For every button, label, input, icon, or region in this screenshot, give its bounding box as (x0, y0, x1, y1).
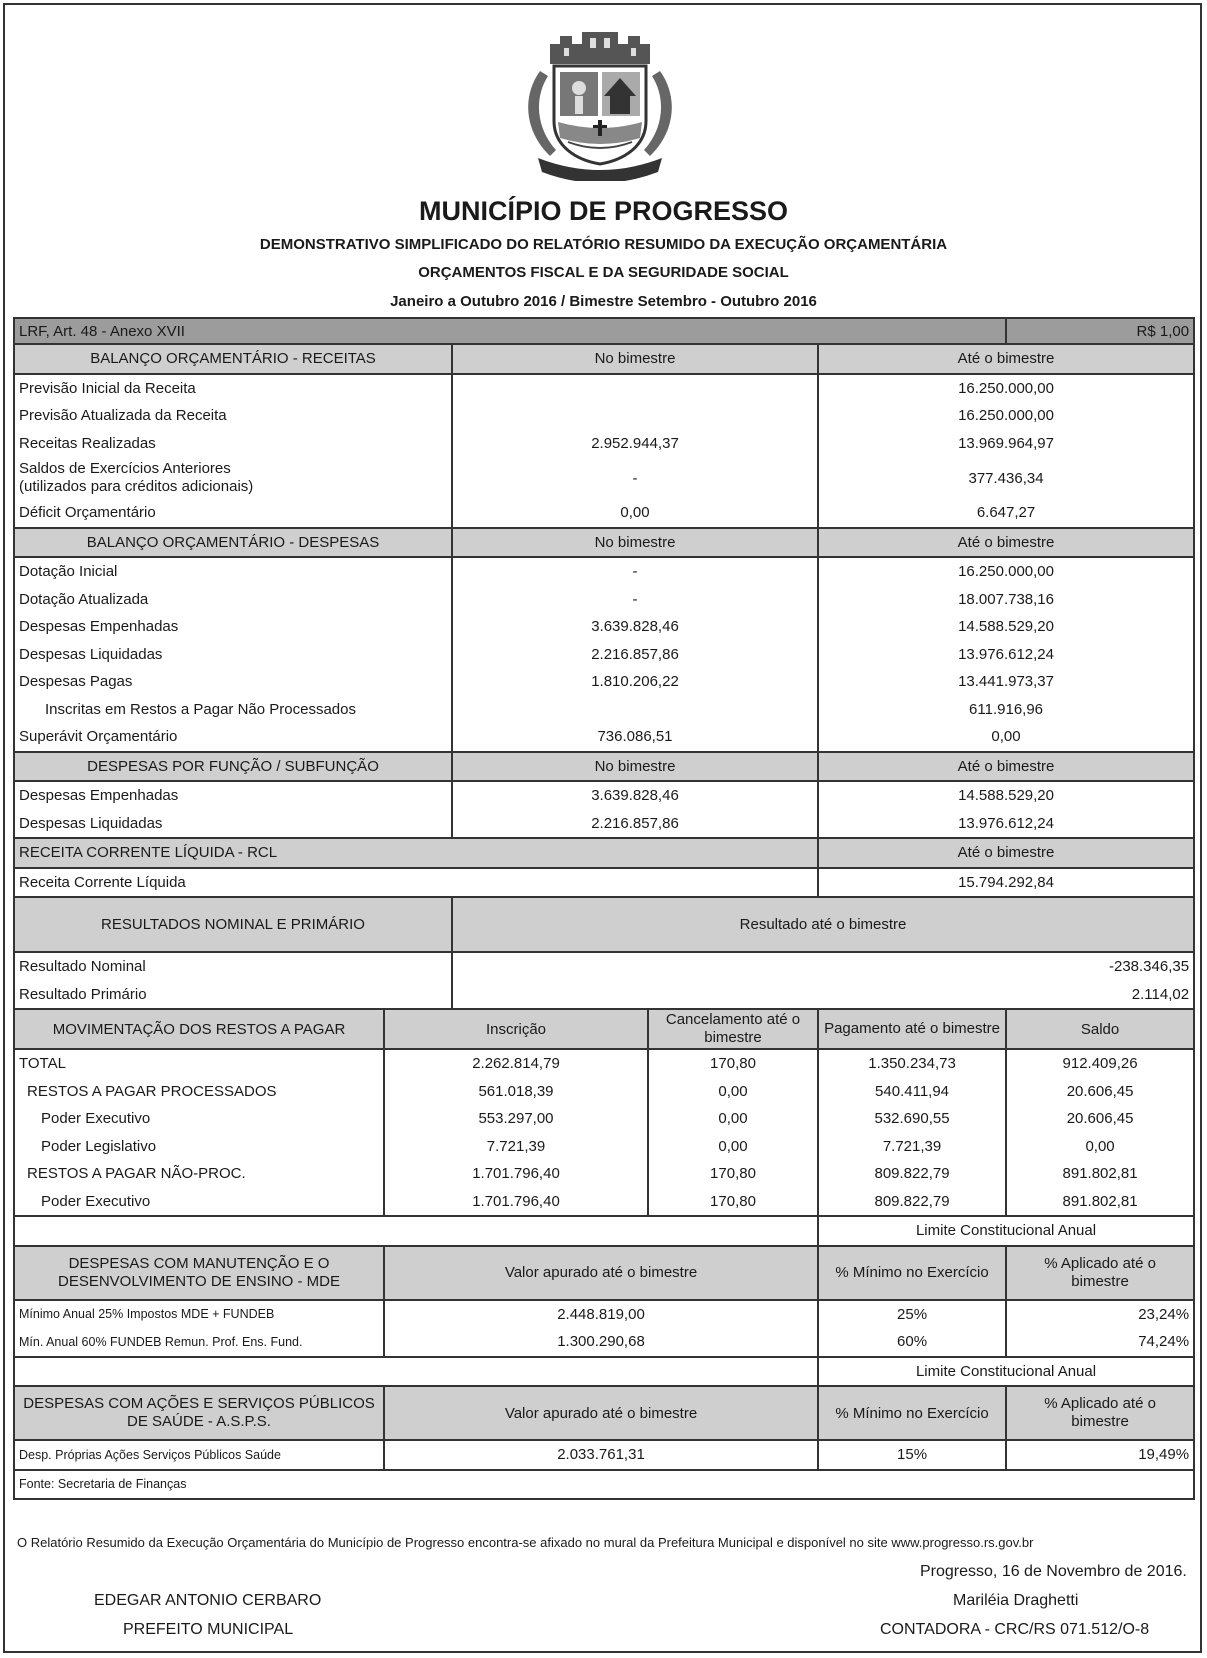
row-value-pagamento: 7.721,39 (818, 1133, 1006, 1161)
row-value-minimo: 25% (818, 1300, 1006, 1329)
rcl-header (14, 838, 1194, 868)
table-row (14, 952, 1194, 981)
table-row (14, 457, 1194, 499)
row-value-saldo: 891.802,81 (1006, 1188, 1194, 1217)
mde-col-aplicado-line2: bimestre (1071, 1272, 1129, 1290)
row-value-ate: 13.441.973,37 (818, 668, 1194, 696)
mde-header (14, 1246, 1194, 1300)
row-label: Despesas Liquidadas (14, 810, 452, 839)
row-value-ate: 377.436,34 (818, 457, 1194, 499)
publication-note: O Relatório Resumido da Execução Orçamentária do Município de Progresso encontra-se afixado no mural da Prefeitura Municipal e disponível no site www.progresso.rs.gov.br (17, 1535, 1034, 1550)
row-label: Despesas Liquidadas (14, 641, 452, 669)
row-value-pagamento: 532.690,55 (818, 1105, 1006, 1133)
funcao-title: DESPESAS POR FUNÇÃO / SUBFUNÇÃO (14, 752, 452, 782)
row-value-bimestre: 736.086,51 (452, 723, 818, 752)
row-value-saldo: 0,00 (1006, 1133, 1194, 1161)
row-label: Poder Executivo (14, 1105, 384, 1133)
mde-title-line1: DESPESAS COM MANUTENÇÃO E O (68, 1254, 330, 1272)
table-row (14, 641, 1194, 669)
table-row (14, 557, 1194, 586)
mde-col-minimo: % Mínimo no Exercício (818, 1246, 1006, 1300)
row-value-cancelamento: 170,80 (648, 1188, 818, 1217)
table-row (14, 1328, 1194, 1357)
row-label: Despesas Empenhadas (14, 613, 452, 641)
row-value-pagamento: 1.350.234,73 (818, 1049, 1006, 1078)
asps-col-aplicado-line2: bimestre (1071, 1413, 1129, 1430)
row-label: RESTOS A PAGAR NÃO-PROC. (14, 1160, 384, 1188)
receitas-header (14, 344, 1194, 374)
row-label: Receita Corrente Líquida (14, 868, 818, 898)
row-label: TOTAL (14, 1049, 384, 1078)
row-label: Mínimo Anual 25% Impostos MDE + FUNDEB (14, 1300, 384, 1329)
asps-header (14, 1386, 1194, 1440)
row-label: Resultado Primário (14, 981, 452, 1010)
limite-spacer (14, 1357, 818, 1387)
row-value-bimestre (452, 696, 818, 724)
funcao-col-ate: Até o bimestre (818, 752, 1194, 782)
row-value-inscricao: 1.701.796,40 (384, 1188, 648, 1217)
row-value-inscricao: 1.701.796,40 (384, 1160, 648, 1188)
currency-unit: R$ 1,00 (1006, 318, 1194, 344)
mde-title (14, 1246, 384, 1300)
row-value-bimestre: - (452, 457, 818, 499)
table-row (14, 374, 1194, 403)
row-value-aplicado: 74,24% (1006, 1328, 1194, 1357)
row-label: RESTOS A PAGAR PROCESSADOS (14, 1078, 384, 1106)
row-value-bimestre: 2.216.857,86 (452, 810, 818, 839)
row-value-ate: 13.976.612,24 (818, 810, 1194, 839)
table-row (14, 1133, 1194, 1161)
row-value-inscricao: 553.297,00 (384, 1105, 648, 1133)
row-label (14, 457, 452, 499)
row-label: Mín. Anual 60% FUNDEB Remun. Prof. Ens. Fund. (14, 1328, 384, 1357)
row-value-ate: 13.969.964,97 (818, 430, 1194, 458)
row-value-bimestre: 2.952.944,37 (452, 430, 818, 458)
row-value-minimo: 60% (818, 1328, 1006, 1357)
restos-header (14, 1009, 1194, 1049)
restos-col-inscricao: Inscrição (384, 1009, 648, 1049)
row-label-line1: Saldos de Exercícios Anteriores (19, 460, 231, 477)
row-value-saldo: 20.606,45 (1006, 1105, 1194, 1133)
limite-row (14, 1357, 1194, 1387)
mayor-role: PREFEITO MUNICIPAL (123, 1621, 294, 1638)
row-value-aplicado: 23,24% (1006, 1300, 1194, 1329)
row-value-cancelamento: 0,00 (648, 1105, 818, 1133)
row-value-saldo: 891.802,81 (1006, 1160, 1194, 1188)
row-label: Poder Executivo (14, 1188, 384, 1217)
row-value-cancelamento: 0,00 (648, 1078, 818, 1106)
row-value-bimestre: 3.639.828,46 (452, 613, 818, 641)
report-subtitle: DEMONSTRATIVO SIMPLIFICADO DO RELATÓRIO RESUMIDO DA EXECUÇÃO ORÇAMENTÁRIA (259, 236, 948, 253)
row-label: Previsão Inicial da Receita (14, 374, 452, 403)
row-value-bimestre (452, 402, 818, 430)
row-value-cancelamento: 170,80 (648, 1049, 818, 1078)
restos-col-saldo: Saldo (1006, 1009, 1194, 1049)
budget-subtitle: ORÇAMENTOS FISCAL E DA SEGURIDADE SOCIAL (418, 264, 789, 281)
table-row (14, 868, 1194, 898)
row-label: Despesas Empenhadas (14, 781, 452, 810)
row-value-bimestre: 0,00 (452, 499, 818, 528)
table-row (14, 696, 1194, 724)
row-value-ate: 0,00 (818, 723, 1194, 752)
row-value-bimestre: - (452, 586, 818, 614)
despesas-title: BALANÇO ORÇAMENTÁRIO - DESPESAS (14, 528, 452, 558)
row-value-ate: 18.007.738,16 (818, 586, 1194, 614)
row-value-ate: 16.250.000,00 (818, 557, 1194, 586)
source-note: Fonte: Secretaria de Finanças (14, 1470, 1194, 1500)
row-value-ate: 14.588.529,20 (818, 781, 1194, 810)
restos-title: MOVIMENTAÇÃO DOS RESTOS A PAGAR (14, 1009, 384, 1049)
row-label: Resultado Nominal (14, 952, 452, 981)
row-label: Despesas Pagas (14, 668, 452, 696)
row-value-saldo: 20.606,45 (1006, 1078, 1194, 1106)
row-value-valor: 2.448.819,00 (384, 1300, 818, 1329)
mde-col-valor: Valor apurado até o bimestre (384, 1246, 818, 1300)
accountant-name: Mariléia Draghetti (953, 1592, 1079, 1609)
table-row (14, 1160, 1194, 1188)
resultados-col: Resultado até o bimestre (452, 897, 1194, 952)
municipal-crest-logo (520, 26, 680, 181)
asps-col-aplicado-line1: % Aplicado até o (1044, 1395, 1156, 1412)
mde-col-aplicado (1006, 1246, 1194, 1300)
row-value-cancelamento: 0,00 (648, 1133, 818, 1161)
despesas-col-bimestre: No bimestre (452, 528, 818, 558)
table-row (14, 1105, 1194, 1133)
row-value-ate: 13.976.612,24 (818, 641, 1194, 669)
row-value-inscricao: 7.721,39 (384, 1133, 648, 1161)
restos-col-cancelamento: Cancelamento até o bimestre (648, 1009, 818, 1049)
lrf-header-row (14, 318, 1194, 344)
asps-col-minimo: % Mínimo no Exercício (818, 1386, 1006, 1440)
row-label: Poder Legislativo (14, 1133, 384, 1161)
limite-label: Limite Constitucional Anual (818, 1357, 1194, 1387)
row-value-bimestre: 2.216.857,86 (452, 641, 818, 669)
row-label: Déficit Orçamentário (14, 499, 452, 528)
row-label: Superávit Orçamentário (14, 723, 452, 752)
row-value-pagamento: 809.822,79 (818, 1188, 1006, 1217)
rcl-title: RECEITA CORRENTE LÍQUIDA - RCL (14, 838, 818, 868)
row-value-bimestre (452, 374, 818, 403)
row-label: Dotação Inicial (14, 557, 452, 586)
page-title: MUNICÍPIO DE PROGRESSO (418, 196, 789, 226)
mayor-name: EDEGAR ANTONIO CERBARO (94, 1592, 322, 1609)
row-value-ate: 14.588.529,20 (818, 613, 1194, 641)
mde-title-line2: DESENVOLVIMENTO DE ENSINO - MDE (58, 1272, 340, 1290)
fonte-row (14, 1470, 1194, 1500)
row-value-pagamento: 809.822,79 (818, 1160, 1006, 1188)
table-row (14, 668, 1194, 696)
row-value-inscricao: 2.262.814,79 (384, 1049, 648, 1078)
row-value-pagamento: 540.411,94 (818, 1078, 1006, 1106)
table-row (14, 981, 1194, 1010)
asps-col-aplicado (1006, 1386, 1194, 1440)
table-row (14, 402, 1194, 430)
table-row (14, 430, 1194, 458)
rcl-value: 15.794.292,84 (818, 868, 1194, 898)
row-value-aplicado: 19,49% (1006, 1440, 1194, 1470)
row-value-bimestre: 3.639.828,46 (452, 781, 818, 810)
row-label: Inscritas em Restos a Pagar Não Processados (14, 696, 452, 724)
asps-title (14, 1386, 384, 1440)
row-label: Desp. Próprias Ações Serviços Públicos Saúde (14, 1440, 384, 1470)
table-row (14, 723, 1194, 752)
despesas-col-ate: Até o bimestre (818, 528, 1194, 558)
table-row (14, 810, 1194, 839)
restos-col-pagamento: Pagamento até o bimestre (818, 1009, 1006, 1049)
resultado-primario-value: 2.114,02 (452, 981, 1194, 1010)
row-label: Receitas Realizadas (14, 430, 452, 458)
limite-label: Limite Constitucional Anual (818, 1216, 1194, 1246)
table-row (14, 499, 1194, 528)
mde-col-aplicado-line1: % Aplicado até o (1044, 1254, 1156, 1272)
row-value-ate: 611.916,96 (818, 696, 1194, 724)
funcao-col-bimestre: No bimestre (452, 752, 818, 782)
row-label-line2: (utilizados para créditos adicionais) (19, 478, 254, 495)
row-value-inscricao: 561.018,39 (384, 1078, 648, 1106)
limite-spacer (14, 1216, 818, 1246)
row-value-ate: 6.647,27 (818, 499, 1194, 528)
row-value-bimestre: 1.810.206,22 (452, 668, 818, 696)
resultado-nominal-value: -238.346,35 (452, 952, 1194, 981)
receitas-col-ate: Até o bimestre (818, 344, 1194, 374)
funcao-header (14, 752, 1194, 782)
report-period: Janeiro a Outubro 2016 / Bimestre Setembro - Outubro 2016 (390, 293, 817, 310)
table-row (14, 1078, 1194, 1106)
table-row (14, 1188, 1194, 1217)
limite-row (14, 1216, 1194, 1246)
row-value-minimo: 15% (818, 1440, 1006, 1470)
rcl-col-ate: Até o bimestre (818, 838, 1194, 868)
table-row (14, 1049, 1194, 1078)
row-value-ate: 16.250.000,00 (818, 402, 1194, 430)
row-value-ate: 16.250.000,00 (818, 374, 1194, 403)
table-row (14, 1440, 1194, 1470)
row-value-cancelamento: 170,80 (648, 1160, 818, 1188)
accountant-role: CONTADORA - CRC/RS 071.512/O-8 (880, 1621, 1150, 1638)
asps-title-line1: DESPESAS COM AÇÕES E SERVIÇOS PÚBLICOS (23, 1395, 375, 1412)
table-row (14, 781, 1194, 810)
table-row (14, 1300, 1194, 1329)
report-table (13, 317, 1195, 1500)
resultados-title: RESULTADOS NOMINAL E PRIMÁRIO (14, 897, 452, 952)
row-value-saldo: 912.409,26 (1006, 1049, 1194, 1078)
row-value-valor: 1.300.290,68 (384, 1328, 818, 1357)
asps-title-line2: DE SAÚDE - A.S.P.S. (127, 1413, 271, 1430)
receitas-title: BALANÇO ORÇAMENTÁRIO - RECEITAS (14, 344, 452, 374)
row-value-valor: 2.033.761,31 (384, 1440, 818, 1470)
row-value-bimestre: - (452, 557, 818, 586)
row-label: Dotação Atualizada (14, 586, 452, 614)
resultados-header (14, 897, 1194, 952)
lrf-label: LRF, Art. 48 - Anexo XVII (14, 318, 1006, 344)
table-row (14, 586, 1194, 614)
table-row (14, 613, 1194, 641)
despesas-header (14, 528, 1194, 558)
place-date: Progresso, 16 de Novembro de 2016. (920, 1563, 1187, 1580)
asps-col-valor: Valor apurado até o bimestre (384, 1386, 818, 1440)
row-label: Previsão Atualizada da Receita (14, 402, 452, 430)
receitas-col-bimestre: No bimestre (452, 344, 818, 374)
